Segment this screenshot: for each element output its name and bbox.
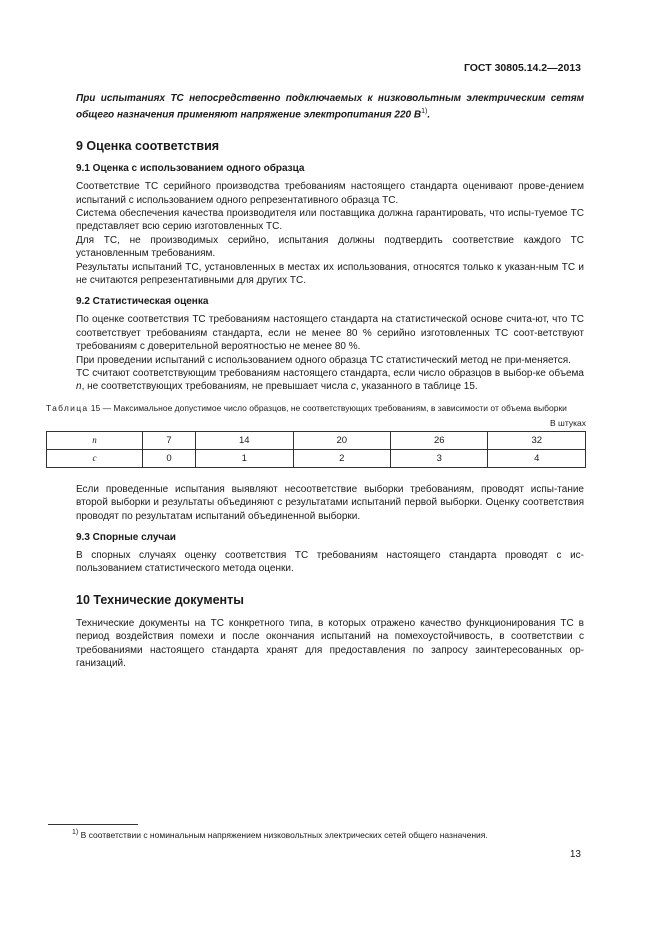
section-9-1-paragraph-3: Для ТС, не производимых серийно, испытания должны подтвердить соответствие каждого ТС установленным требованиям.	[76, 234, 584, 260]
table-caption-text: 15 — Максимальное допустимое число образцов, не соответствующих требованиям, в зависимости от объема выборки	[88, 402, 567, 413]
paragraph-text: , указанного в таблице 15.	[355, 381, 478, 393]
symbol-n: n	[76, 381, 82, 393]
section-9-2-heading: 9.2 Статистическая оценка	[76, 296, 209, 308]
table-caption-label: Таблица	[46, 402, 89, 413]
section-9-1-heading: 9.1 Оценка с использованием одного образца	[76, 163, 305, 175]
table-row	[47, 431, 586, 449]
document-code: ГОСТ 30805.14.2—2013	[463, 62, 581, 74]
page-content	[46, 92, 586, 670]
paragraph-text: ТС считают соответствующим требованиям настоящего стандарта, если число образцов в выбор-ке объема	[76, 368, 584, 380]
footnote	[72, 829, 488, 840]
page-number: 13	[569, 849, 581, 860]
table-cell: 1	[196, 449, 293, 467]
section-9-3-paragraph-1: В спорных случаях оценку соответствия ТС требованиям настоящего стандарта проводят с ис-пользованием статистического метода оценки.	[76, 550, 584, 575]
table-cell: 0	[143, 449, 196, 467]
table-cell: 14	[196, 431, 293, 449]
section-10-paragraph-1: Технические документы на ТС конкретного типа, в которых отражено качество функционирования ТС в период воздействия помехи и после окончания испытаний на помехоустойчивость, в соответствии с требованиями настоящего стандарта хранят для предоставления по запросу заинтересованных ор-ганизаций.	[76, 617, 584, 670]
intro-paragraph	[76, 92, 584, 122]
section-9-3-heading: 9.3 Спорные случаи	[76, 532, 176, 544]
row-label-n: n	[47, 431, 143, 449]
footnote-reference[interactable]: 1)	[421, 108, 428, 116]
section-9-2-paragraph-4: Если проведенные испытания выявляют несоответствие выборки требованиям, проводят испы-тание второй выборки и результаты объединяют с результатами испытаний первой выборки. Оценку соответствия проводят по результатам испытаний объединенной выборки.	[76, 483, 584, 522]
section-9-2-paragraph-3	[76, 367, 584, 394]
row-label-c: c	[47, 449, 143, 467]
intro-text: При испытаниях ТС непосредственно подключаемых к низковольтным электрическим сетям общего назначения применяют напряжение электропитания 220 В	[76, 93, 584, 121]
sample-table	[46, 431, 586, 468]
table-row	[47, 449, 586, 467]
footnote-text: В соответствии с номинальным напряжением низковольтных электрических сетей общего назначения.	[78, 829, 488, 840]
table-cell: 4	[488, 449, 586, 467]
section-9-heading: 9 Оценка соответствия	[76, 139, 220, 154]
table-cell: 3	[390, 449, 487, 467]
table-cell: 7	[143, 431, 196, 449]
table-cell: 2	[293, 449, 390, 467]
table-cell: 26	[390, 431, 487, 449]
section-9-1-paragraph-2: Система обеспечения качества производителя или поставщика должна гарантировать, что испы-туемое ТС представляет всю серию изготовленных ТС.	[76, 207, 584, 233]
section-9-2-paragraph-2: При проведении испытаний с использованием одного образца ТС статистический метод не при-меняется.	[76, 354, 571, 366]
section-9-1-paragraph-1: Соответствие ТС серийного производства требованиям настоящего стандарта оценивают прове-дением испытаний с использованием одного репрезентативного образца ТС.	[76, 181, 584, 206]
section-9-2-paragraph-1: По оценке соответствия ТС требованиям настоящего стандарта на статистической основе счита-ют, что ТС соответствует требованиям стандарта, если не менее 80 % серийно изготовленных ТС соот-ветствуют требованиям с доверительной вероятностью не менее 80 %.	[76, 314, 584, 353]
table-cell: 32	[488, 431, 586, 449]
paragraph-text: , не соответствующих требованиям, не превышает числа	[81, 381, 351, 393]
intro-end: .	[427, 109, 431, 121]
section-10-heading: 10 Технические документы	[76, 592, 244, 607]
table-units: В штуках	[550, 417, 586, 428]
symbol-c: c	[350, 381, 356, 393]
footnote-divider	[48, 824, 138, 825]
table-caption	[46, 403, 586, 414]
section-9-1-paragraph-4: Результаты испытаний ТС, установленных в местах их использования, относятся только к указан-ным ТС и не считаются репрезентативными для других ТС.	[76, 261, 584, 286]
table-cell: 20	[293, 431, 390, 449]
footnote-mark: 1)	[72, 829, 79, 836]
